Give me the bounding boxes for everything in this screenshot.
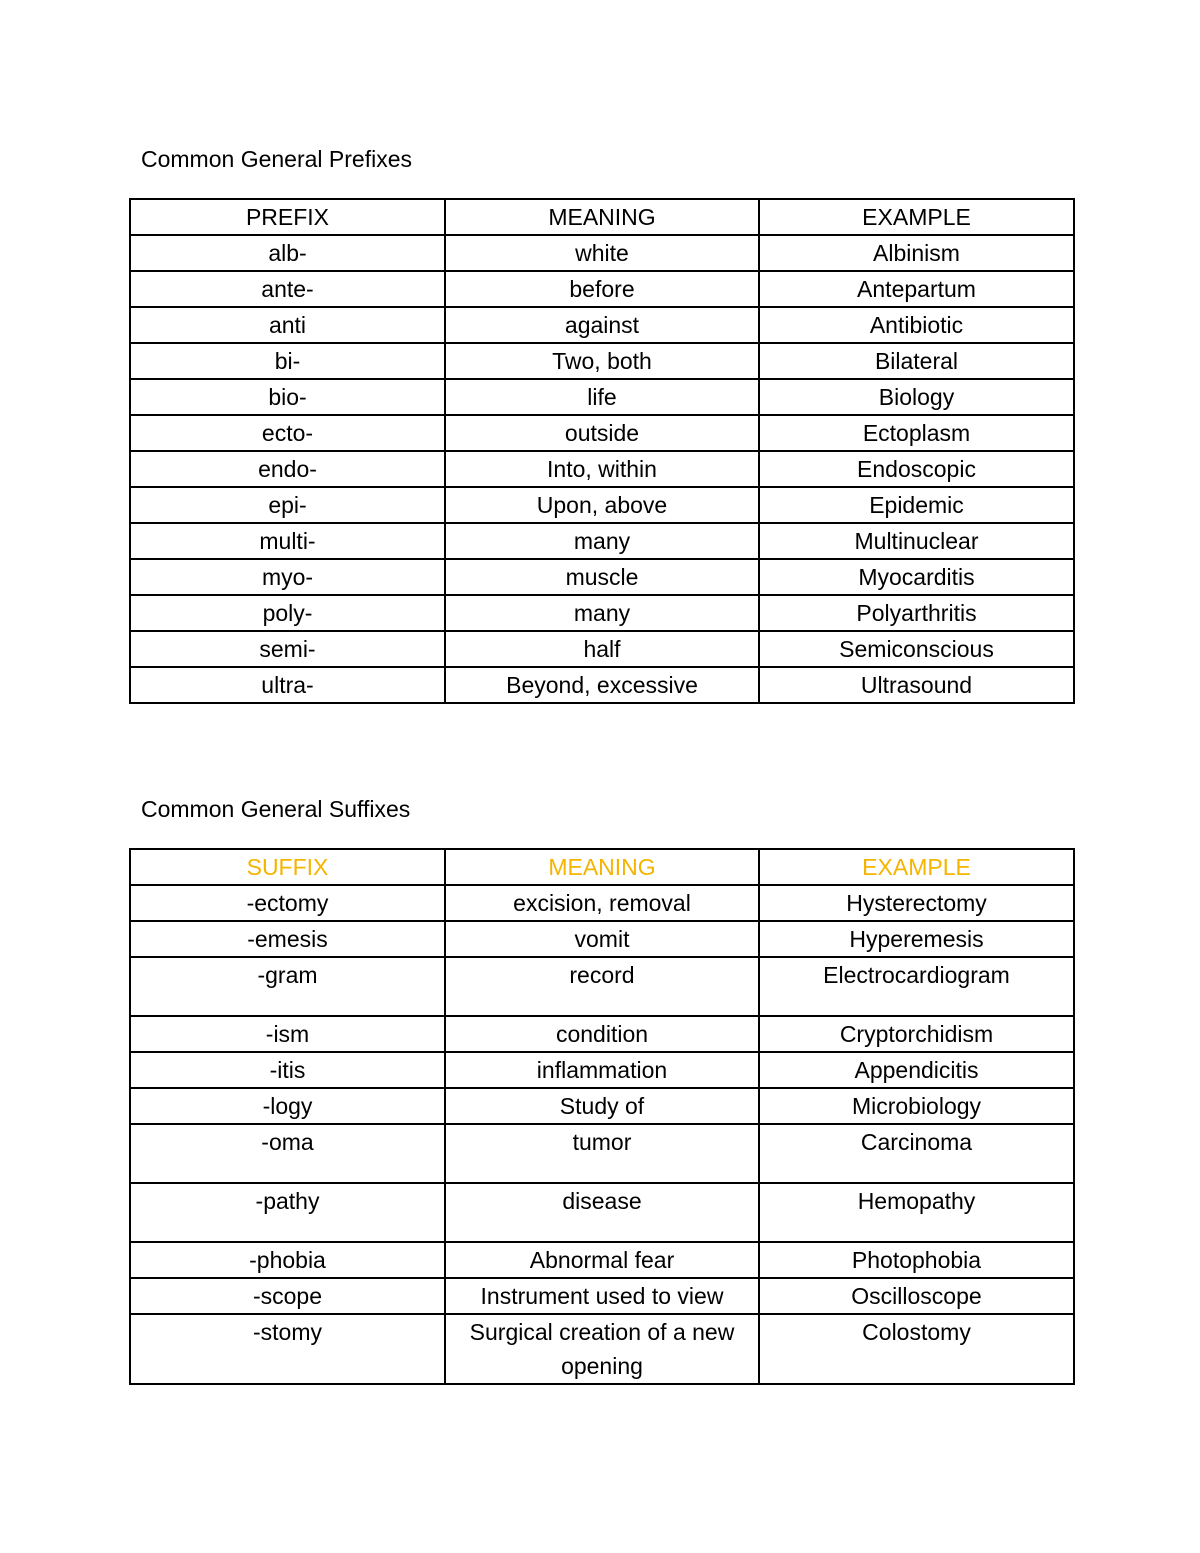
- table-row: [130, 235, 1074, 271]
- meaning-cell: Beyond, excessive: [445, 667, 759, 703]
- meaning-cell: white: [445, 235, 759, 271]
- table-row: [130, 1088, 1074, 1124]
- suffix-cell: -logy: [130, 1088, 445, 1124]
- meaning-cell: life: [445, 379, 759, 415]
- table-row: [130, 415, 1074, 451]
- column-header-example: EXAMPLE: [759, 849, 1074, 885]
- table-row: [130, 343, 1074, 379]
- prefix-cell: ultra-: [130, 667, 445, 703]
- example-cell: Cryptorchidism: [759, 1016, 1074, 1052]
- meaning-cell: against: [445, 307, 759, 343]
- example-cell: Microbiology: [759, 1088, 1074, 1124]
- column-header-suffix: SUFFIX: [130, 849, 445, 885]
- suffix-cell: -itis: [130, 1052, 445, 1088]
- table-row: [130, 1052, 1074, 1088]
- example-cell: Albinism: [759, 235, 1074, 271]
- prefix-cell: anti: [130, 307, 445, 343]
- example-cell: Colostomy: [759, 1314, 1074, 1384]
- example-cell: Bilateral: [759, 343, 1074, 379]
- column-header-prefix: PREFIX: [130, 199, 445, 235]
- prefix-cell: poly-: [130, 595, 445, 631]
- table-row: [130, 631, 1074, 667]
- example-cell: Multinuclear: [759, 523, 1074, 559]
- suffix-cell: -emesis: [130, 921, 445, 957]
- meaning-cell: Into, within: [445, 451, 759, 487]
- suffix-cell: -ism: [130, 1016, 445, 1052]
- table-row: [130, 487, 1074, 523]
- example-cell: Polyarthritis: [759, 595, 1074, 631]
- table-row: [130, 523, 1074, 559]
- meaning-cell: half: [445, 631, 759, 667]
- meaning-cell: Surgical creation of a new opening: [445, 1314, 759, 1384]
- table-row: [130, 307, 1074, 343]
- example-cell: Electrocardiogram: [759, 957, 1074, 1016]
- meaning-cell: Study of: [445, 1088, 759, 1124]
- example-cell: Hysterectomy: [759, 885, 1074, 921]
- prefix-cell: bio-: [130, 379, 445, 415]
- meaning-cell: Abnormal fear: [445, 1242, 759, 1278]
- example-cell: Biology: [759, 379, 1074, 415]
- example-cell: Photophobia: [759, 1242, 1074, 1278]
- table-row: [130, 1314, 1074, 1384]
- prefix-cell: endo-: [130, 451, 445, 487]
- meaning-cell: excision, removal: [445, 885, 759, 921]
- example-cell: Carcinoma: [759, 1124, 1074, 1183]
- suffix-cell: -pathy: [130, 1183, 445, 1242]
- example-cell: Hemopathy: [759, 1183, 1074, 1242]
- suffix-cell: -oma: [130, 1124, 445, 1183]
- prefixes-table: [129, 198, 1075, 704]
- meaning-cell: Instrument used to view: [445, 1278, 759, 1314]
- prefix-cell: alb-: [130, 235, 445, 271]
- table-row: [130, 1278, 1074, 1314]
- prefixes-title: Common General Prefixes: [141, 146, 412, 172]
- meaning-cell: outside: [445, 415, 759, 451]
- meaning-cell: condition: [445, 1016, 759, 1052]
- meaning-cell: disease: [445, 1183, 759, 1242]
- meaning-cell: Two, both: [445, 343, 759, 379]
- table-row: [130, 559, 1074, 595]
- suffix-cell: -stomy: [130, 1314, 445, 1384]
- meaning-cell: many: [445, 523, 759, 559]
- table-row: [130, 1016, 1074, 1052]
- meaning-cell: record: [445, 957, 759, 1016]
- meaning-cell: Upon, above: [445, 487, 759, 523]
- prefix-cell: epi-: [130, 487, 445, 523]
- table-row: [130, 1183, 1074, 1242]
- prefix-cell: bi-: [130, 343, 445, 379]
- suffixes-table: [129, 848, 1075, 1385]
- meaning-cell: vomit: [445, 921, 759, 957]
- example-cell: Ectoplasm: [759, 415, 1074, 451]
- table-header-row: [130, 849, 1074, 885]
- prefix-cell: ante-: [130, 271, 445, 307]
- meaning-cell: inflammation: [445, 1052, 759, 1088]
- example-cell: Appendicitis: [759, 1052, 1074, 1088]
- suffix-cell: -ectomy: [130, 885, 445, 921]
- table-row: [130, 1124, 1074, 1183]
- prefix-cell: ecto-: [130, 415, 445, 451]
- meaning-cell: tumor: [445, 1124, 759, 1183]
- table-row: [130, 451, 1074, 487]
- suffix-cell: -gram: [130, 957, 445, 1016]
- column-header-meaning: MEANING: [445, 849, 759, 885]
- column-header-example: EXAMPLE: [759, 199, 1074, 235]
- suffix-cell: -phobia: [130, 1242, 445, 1278]
- example-cell: Hyperemesis: [759, 921, 1074, 957]
- table-row: [130, 885, 1074, 921]
- prefix-cell: semi-: [130, 631, 445, 667]
- meaning-cell: muscle: [445, 559, 759, 595]
- example-cell: Semiconscious: [759, 631, 1074, 667]
- example-cell: Epidemic: [759, 487, 1074, 523]
- table-row: [130, 667, 1074, 703]
- example-cell: Antibiotic: [759, 307, 1074, 343]
- table-row: [130, 921, 1074, 957]
- example-cell: Antepartum: [759, 271, 1074, 307]
- table-row: [130, 595, 1074, 631]
- table-row: [130, 957, 1074, 1016]
- suffixes-title: Common General Suffixes: [141, 796, 411, 822]
- example-cell: Endoscopic: [759, 451, 1074, 487]
- column-header-meaning: MEANING: [445, 199, 759, 235]
- table-row: [130, 271, 1074, 307]
- example-cell: Ultrasound: [759, 667, 1074, 703]
- table-header-row: [130, 199, 1074, 235]
- table-row: [130, 379, 1074, 415]
- suffix-cell: -scope: [130, 1278, 445, 1314]
- example-cell: Oscilloscope: [759, 1278, 1074, 1314]
- example-cell: Myocarditis: [759, 559, 1074, 595]
- meaning-cell: before: [445, 271, 759, 307]
- prefix-cell: myo-: [130, 559, 445, 595]
- table-row: [130, 1242, 1074, 1278]
- prefix-cell: multi-: [130, 523, 445, 559]
- meaning-cell: many: [445, 595, 759, 631]
